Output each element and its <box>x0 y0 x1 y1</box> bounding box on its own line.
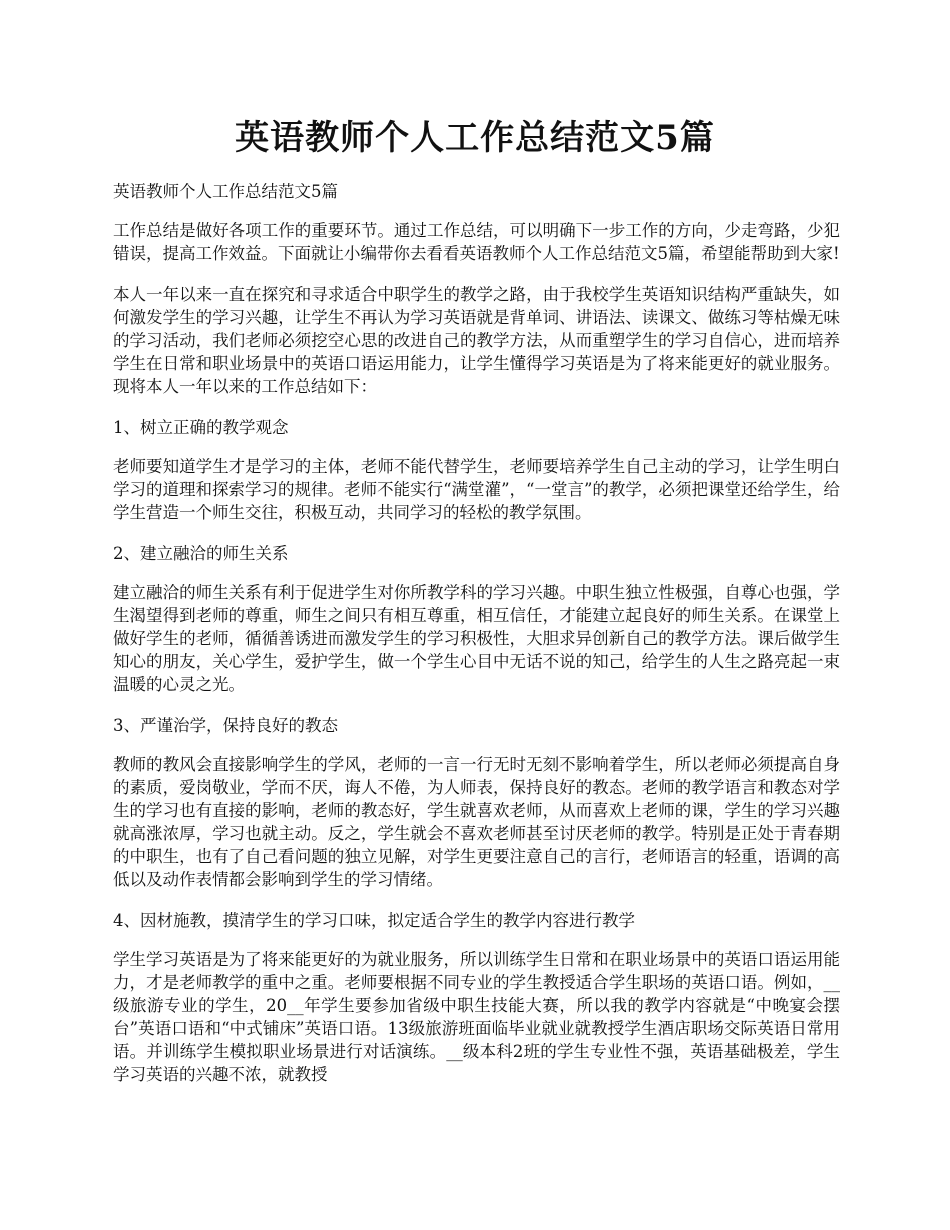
body-paragraph: 本人一年以来一直在探究和寻求适合中职学生的教学之路，由于我校学生英语知识结构严重缺失，如何激发学生的学习兴趣，让学生不再认为学习英语就是背单词、讲语法、读课文、做练习等枯燥无味的学习活动，我们老师必须挖空心思的改进自己的教学方法，从而重塑学生的学习自信心，进而培养学生在日常和职业场景中的英语口语运用能力，让学生懂得学习英语是为了将来能更好的就业服务。现将本人一年以来的工作总结如下： <box>113 285 840 396</box>
document-body <box>113 180 840 1104</box>
section-heading: 2、建立融洽的师生关系 <box>113 544 289 563</box>
document-subtitle: 英语教师个人工作总结范文5篇 <box>113 182 338 201</box>
document-title: 英语教师个人工作总结范文5篇 <box>235 118 715 158</box>
intro-paragraph: 工作总结是做好各项工作的重要环节。通过工作总结，可以明确下一步工作的方向，少走弯路，少犯错误，提高工作效益。下面就让小编带你去看看英语教师个人工作总结范文5篇，希望能帮助到大家! <box>113 221 840 263</box>
section-heading: 1、树立正确的教学观念 <box>113 418 289 437</box>
body-paragraph: 教师的教风会直接影响学生的学风，老师的一言一行无时无刻不影响着学生，所以老师必须提高自身的素质，爱岗敬业，学而不厌，诲人不倦，为人师表，保持良好的教态。老师的教学语言和教态对学生的学习也有直接的影响，老师的教态好，学生就喜欢老师，从而喜欢上老师的课，学生的学习兴趣就高涨浓厚，学习也就主动。反之，学生就会不喜欢老师甚至讨厌老师的教学。特别是正处于青春期的中职生，也有了自己看问题的独立见解，对学生更要注意自己的言行，老师语言的轻重，语调的高低以及动作表情都会影响到学生的学习情绪。 <box>113 755 840 889</box>
body-paragraph: 建立融洽的师生关系有利于促进学生对你所教学科的学习兴趣。中职生独立性极强，自尊心也强，学生渴望得到老师的尊重，师生之间只有相互尊重，相互信任，才能建立起良好的师生关系。在课堂上做好学生的老师，循循善诱进而激发学生的学习积极性，大胆求异创新自己的教学方法。课后做学生知心的朋友，关心学生，爱护学生，做一个学生心目中无话不说的知己，给学生的人生之路亮起一束温暖的心灵之光。 <box>113 583 840 694</box>
section-heading: 3、严谨治学，保持良好的教态 <box>113 716 338 735</box>
section-heading: 4、因材施教，摸清学生的学习口味，拟定适合学生的教学内容进行教学 <box>113 911 635 930</box>
body-paragraph: 学生学习英语是为了将来能更好的为就业服务，所以训练学生日常和在职业场景中的英语口语运用能力，才是老师教学的重中之重。老师要根据不同专业的学生教授适合学生职场的英语口语。例如，__级旅游专业的学生，20__年学生要参加省级中职生技能大赛，所以我的教学内容就是“中晚宴会摆台”英语口语和“中式铺床”英语口语。13级旅游班面临毕业就业就教授学生酒店职场交际英语日常用语。并训练学生模拟职业场景进行对话演练。__级本科2班的学生专业性不强，英语基础极差，学生学习英语的兴趣不浓，就教授 <box>113 950 840 1084</box>
body-paragraph: 老师要知道学生才是学习的主体，老师不能代替学生，老师要培养学生自己主动的学习，让学生明白学习的道理和探索学习的规律。老师不能实行“满堂灌”，“一堂言”的教学，必须把课堂还给学生，给学生营造一个师生交往，积极互动，共同学习的轻松的教学氛围。 <box>113 457 840 522</box>
